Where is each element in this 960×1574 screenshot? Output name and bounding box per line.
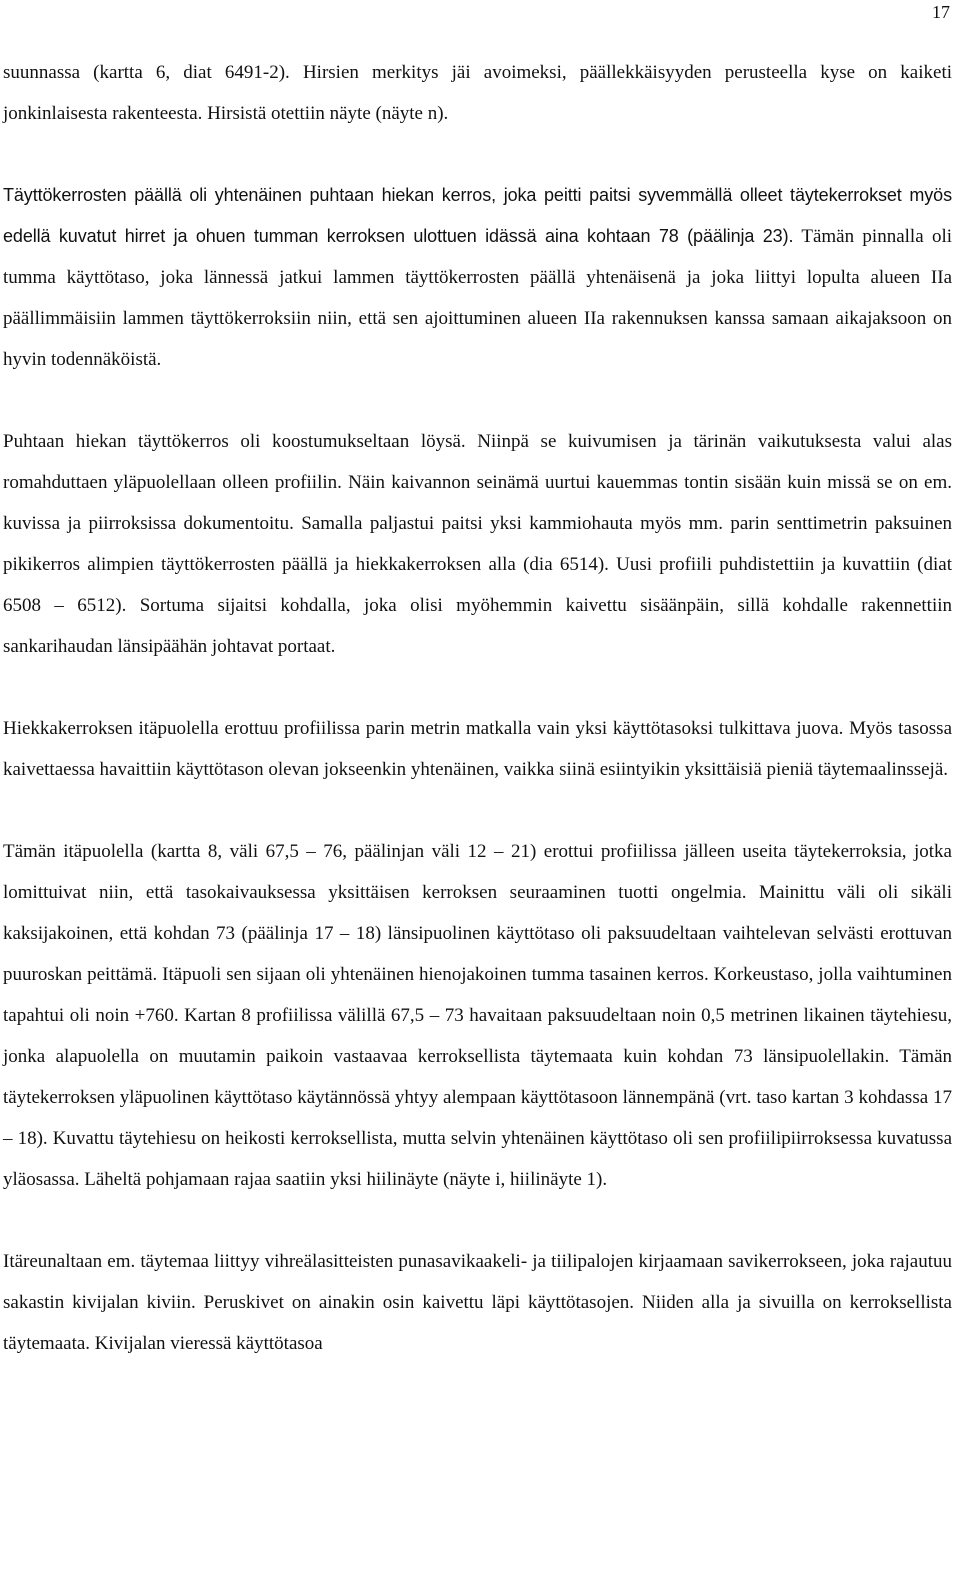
document-body: [3, 52, 952, 1364]
paragraph-spacer: [3, 667, 952, 708]
paragraph-5: Tämän itäpuolella (kartta 8, väli 67,5 – 76, päälinjan väli 12 – 21) erottui profiilissa jälleen useita täytekerroksia, jotka lomittuivat niin, että tasokaivauksessa yksittäisen kerroksen seuraaminen tuotti ongelmia. Mainittu väli oli sikäli kaksijakoinen, että kohdan 73 (päälinja 17 – 18) länsipuolinen käyttötaso oli paksuudeltaan vaihtelevan selvästi erottuvan puuroskan peittämä. Itäpuoli sen sijaan oli yhtenäinen hienojakoinen tumma tasainen kerros. Korkeustaso, jolla vaihtuminen tapahtui oli noin +760. Kartan 8 profiilissa välillä 67,5 – 73 havaitaan paksuudeltaan noin 0,5 metrinen likainen täytehiesu, jonka alapuolella on muutamin paikoin vastaavaa kerroksellista täytemaata kuin kohdan 73 länsipuolellakin. Tämän täytekerroksen yläpuolinen käyttötaso käytännössä yhtyy alempaan käyttötasoon lännempänä (vrt. taso kartan 3 kohdassa 17 – 18). Kuvattu täytehiesu on heikosti kerroksellista, mutta selvin yhtenäinen käyttötaso oli sen profiilipiirroksessa kuvatussa yläosassa. Läheltä pohjamaan rajaa saatiin yksi hiilinäyte (näyte i, hiilinäyte 1).: [3, 841, 952, 1190]
paragraph-spacer: [3, 790, 952, 831]
paragraph-1: suunnassa (kartta 6, diat 6491-2). Hirsien merkitys jäi avoimeksi, päällekkäisyyden perusteella kyse on kaiketi jonkinlaisesta rakenteesta. Hirsistä otettiin näyte (näyte n).: [3, 62, 952, 124]
paragraph-3: Puhtaan hiekan täyttökerros oli koostumukseltaan löysä. Niinpä se kuivumisen ja tärinän vaikutuksesta valui alas romahduttaen yläpuolellaan olleen profiilin. Näin kaivannon seinämä uurtui kauemmas tontin sisään kuin missä se on em. kuvissa ja piirroksissa dokumentoitu. Samalla paljastui paitsi yksi kammiohauta myös mm. parin senttimetrin paksuinen pikikerros alimpien täyttökerrosten päällä ja hiekkakerroksen alla (dia 6514). Uusi profiili puhdistettiin ja kuvattiin (diat 6508 – 6512). Sortuma sijaitsi kohdalla, joka olisi myöhemmin kaivettu sisäänpäin, sillä kohdalle rakennettiin sankarihaudan länsipäähän johtavat portaat.: [3, 431, 952, 657]
paragraph-2: [3, 175, 952, 380]
paragraph-4: Hiekkakerroksen itäpuolella erottuu profiilissa parin metrin matkalla vain yksi käyttötasoksi tulkittava juova. Myös tasossa kaivettaessa havaittiin käyttötason olevan jokseenkin yhtenäinen, vaikka siinä esiintyikin yksittäisiä pieniä täytemaalinssejä.: [3, 718, 952, 780]
paragraph-spacer: [3, 1200, 952, 1241]
paragraph-6: Itäreunaltaan em. täytemaa liittyy vihreälasitteisten punasavikaakeli- ja tiilipalojen kirjaamaan savikerrokseen, joka rajautuu sakastin kivijalan kiviin. Peruskivet on ainakin osin kaivettu läpi käyttötasojen. Niiden alla ja sivuilla on kerroksellista täytemaata. Kivijalan vieressä käyttötasoa: [3, 1251, 952, 1354]
paragraph-spacer: [3, 134, 952, 175]
page-number: 17: [932, 2, 950, 22]
paragraph-spacer: [3, 380, 952, 421]
paragraph-2-sans-text: Täyttökerrosten päällä oli yhtenäinen puhtaan hiekan kerros, joka peitti paitsi syvemmällä olleet täytekerrokset myös edellä kuvatut hirret ja ohuen tumman kerroksen ulottuen idässä aina kohtaan 78 (päälinja 23).: [3, 185, 952, 246]
paragraph-2-serif-text: Tämän pinnalla oli tumma käyttötaso, joka lännessä jatkui lammen täyttökerrosten päällä yhtenäisenä ja joka liittyi lopulta alueen IIa päällimmäisiin lammen täyttökerroksiin niin, että sen ajoittuminen alueen IIa rakennuksen kanssa samaan aikajaksoon on hyvin todennäköistä.: [3, 226, 952, 370]
